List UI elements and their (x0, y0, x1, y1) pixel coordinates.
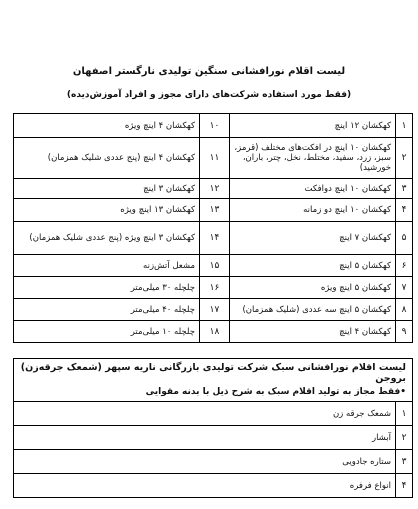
item-name: کهکشان ۳ اینچ ویژه (پنج عددی شلیک همزمان) (14, 222, 200, 255)
item-name: کهکشان ۳ اینچ (14, 179, 200, 199)
row-number: ۱۱ (200, 138, 230, 179)
row-number: ۲ (396, 138, 413, 179)
item-name: کهکشان ۱۳ اینچ ویژه (14, 199, 200, 222)
item-name: کهکشان ۱۰ اینچ در افکت‌های مختلف (قرمز، سبز، زرد، سفید، مختلط، نخل، چتر، باران، خورشید) (230, 138, 396, 179)
item-name: کهکشان ۷ اینچ (230, 222, 396, 255)
light-items-table (13, 358, 413, 498)
row-number: ۹ (396, 321, 413, 343)
row-number: ۱ (396, 114, 413, 138)
item-name: کهکشان ۵ اینچ (230, 255, 396, 277)
table-row (14, 402, 413, 426)
row-number: ۱۰ (200, 114, 230, 138)
table-row (14, 255, 413, 277)
row-number: ۴ (396, 199, 413, 222)
heavy-items-table (13, 113, 413, 343)
row-number: ۱۴ (200, 222, 230, 255)
item-name: کهکشان ۴ اینچ ویژه (14, 114, 200, 138)
row-number: ۱ (396, 402, 413, 426)
table-row (14, 277, 413, 299)
item-name: چلچله ۳۰ میلی‌متر (14, 277, 200, 299)
item-name: مشعل آتش‌زنه (14, 255, 200, 277)
row-number: ۲ (396, 426, 413, 450)
row-number: ۵ (396, 222, 413, 255)
row-number: ۱۸ (200, 321, 230, 343)
item-name: چلچله ۴۰ میلی‌متر (14, 299, 200, 321)
row-number: ۴ (396, 474, 413, 498)
table-row (14, 222, 413, 255)
table-row (14, 199, 413, 222)
item-name: کهکشان ۱۰ اینچ دو زمانه (230, 199, 396, 222)
table-row (14, 321, 413, 343)
item-name: کهکشان ۱۲ اینچ (230, 114, 396, 138)
table-row (14, 114, 413, 138)
table-row (14, 179, 413, 199)
row-number: ۱۳ (200, 199, 230, 222)
row-number: ۱۵ (200, 255, 230, 277)
item-name: چلچله ۱۰ میلی‌متر (14, 321, 200, 343)
row-number: ۱۶ (200, 277, 230, 299)
item-name: کهکشان ۱۰ اینچ دوافکت (230, 179, 396, 199)
row-number: ۷ (396, 277, 413, 299)
item-name: آبشار (14, 426, 396, 450)
page-subtitle: (فقط مورد استفاده شرکت‌های دارای مجوز و افراد آموزش‌دیده) (66, 90, 352, 100)
table-row (14, 299, 413, 321)
item-name: کهکشان ۵ اینچ سه عددی (شلیک همزمان) (230, 299, 396, 321)
item-name: شمعک جرقه زن (14, 402, 396, 426)
table-row (14, 450, 413, 474)
light-section-note: •فقط مجاز به تولید اقلام سبک به شرح ذیل با بدنه مقوایی (145, 387, 406, 397)
light-section-title: لیست اقلام نورافشانی سبک شرکت تولیدی بازرگانی ناریه سپهر (شمعک جرقه‌زن) بروجن (20, 362, 406, 384)
light-section-header-row (14, 359, 413, 402)
row-number: ۱۲ (200, 179, 230, 199)
row-number: ۶ (396, 255, 413, 277)
row-number: ۳ (396, 450, 413, 474)
table-row (14, 426, 413, 450)
row-number: ۱۷ (200, 299, 230, 321)
table-row (14, 474, 413, 498)
row-number: ۳ (396, 179, 413, 199)
item-name: انواع فرفره (14, 474, 396, 498)
item-name: کهکشان ۴ اینچ (230, 321, 396, 343)
table-row (14, 138, 413, 179)
item-name: کهکشان ۵ اینچ ویژه (230, 277, 396, 299)
item-name: ستاره جادویی (14, 450, 396, 474)
item-name: کهکشان ۴ اینچ (پنج عددی شلیک همزمان) (14, 138, 200, 179)
page-title: لیست اقلام نورافشانی سنگین تولیدی نارگستر اصفهان (72, 66, 346, 77)
row-number: ۸ (396, 299, 413, 321)
